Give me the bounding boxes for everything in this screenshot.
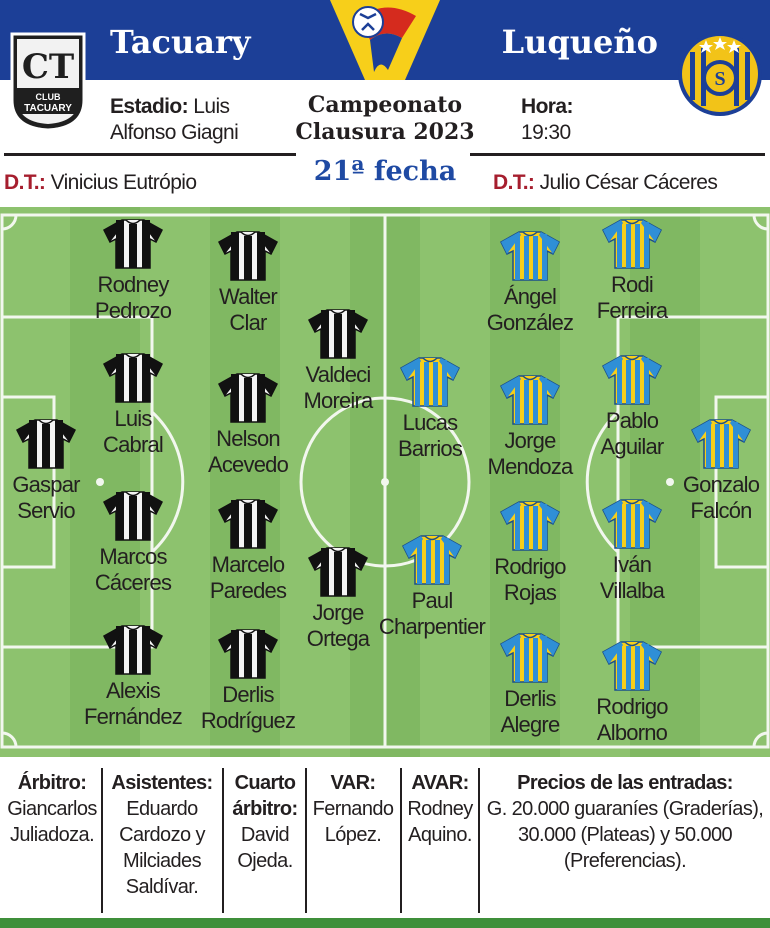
player-name-line: Ferreira [596, 298, 668, 323]
tacuary-shirt-icon [217, 230, 279, 282]
avar-label: AVAR: [411, 772, 469, 794]
player-name [547, 694, 717, 746]
round-label: 21ª fecha [313, 156, 457, 187]
tacuary-shirt-icon [102, 490, 164, 542]
var-block [308, 770, 398, 848]
player-name-line: Valdeci [305, 362, 371, 387]
player-name-line: Derlis [504, 686, 556, 711]
player-name-line: Marcos [99, 544, 167, 569]
player-name-line: Falcón [690, 498, 752, 523]
player-name-line: Servio [17, 498, 75, 523]
player-name-line: Rojas [503, 580, 557, 605]
var-line-1: Fernando [312, 798, 394, 820]
assistants-line-4: Saldívar. [125, 876, 199, 898]
luqueno-shirt-icon [601, 218, 663, 270]
separator [222, 768, 224, 913]
separator [478, 768, 480, 913]
tacuary-shirt-icon [102, 624, 164, 676]
assistants-line-1: Eduardo [126, 798, 198, 820]
stadium-label: Estadio: [110, 95, 189, 118]
player-name-line: Alborno [596, 720, 668, 745]
away-player [547, 640, 717, 746]
assistants-line-2: Cardozo y [119, 824, 205, 846]
separator [101, 768, 103, 913]
home-coach-name: Vinicius Eutrópio [50, 171, 197, 194]
luqueno-crest-icon [676, 30, 764, 118]
fourth-label-1: Cuarto [234, 772, 296, 794]
player-name-line: Rodi [610, 272, 654, 297]
away-coach-label: D.T.: [493, 171, 535, 194]
tacuary-shirt-icon [217, 628, 279, 680]
stadium-value-1: Luis [193, 95, 230, 118]
player-name-line: Gonzalo [682, 472, 760, 497]
tacuary-crest-icon [6, 30, 90, 132]
player-name [163, 426, 333, 478]
player-name-line: Cabral [102, 432, 163, 457]
player-name-line: Derlis [222, 682, 274, 707]
player-name-line: Clar [229, 310, 267, 335]
luqueno-shirt-icon [601, 354, 663, 406]
league-logo-icon [330, 0, 440, 80]
svg-text:S: S [714, 68, 726, 90]
prices-line-2: 30.000 (Plateas) y 50.000 [517, 824, 733, 846]
referee-line-2: Juliadoza. [9, 824, 95, 846]
tacuary-shirt-icon [102, 352, 164, 404]
tacuary-shirt-icon [102, 218, 164, 270]
player-name-line: Pablo [605, 408, 659, 433]
player-name-line: Paredes [209, 578, 287, 603]
player-name [547, 552, 717, 604]
player-name-line: Walter [219, 284, 277, 309]
player-name-line: Rodrigo [596, 694, 668, 719]
luqueno-shirt-icon [401, 534, 463, 586]
player-name-line: Gaspar [12, 472, 80, 497]
player-name-line: Acevedo [207, 452, 288, 477]
fourth-label-2: árbitro: [232, 798, 298, 820]
player-name-line: Ortega [306, 626, 370, 651]
away-player [547, 498, 717, 604]
player-name-line: Lucas [402, 410, 458, 435]
time-info [521, 94, 641, 146]
player-name-line: Mendoza [487, 454, 573, 479]
tacuary-shirt-icon [217, 498, 279, 550]
assistants-block [104, 770, 220, 900]
luqueno-shirt-icon [601, 498, 663, 550]
player-name-line: Jorge [504, 428, 556, 453]
assistants-line-3: Milciades [123, 850, 201, 872]
footer-bar [0, 918, 770, 928]
player-name-line: Alegre [500, 712, 560, 737]
home-player [163, 372, 333, 478]
player-name-line: Marcelo [211, 552, 285, 577]
time-label: Hora: [521, 95, 573, 118]
player-name-line: Iván [612, 552, 652, 577]
prices-label: Precios de las entradas: [517, 772, 733, 794]
var-line-2: López. [324, 824, 382, 846]
player-name-line: Villalba [599, 578, 665, 603]
competition-title [280, 92, 490, 146]
away-coach [493, 170, 717, 196]
divider-left [4, 153, 296, 156]
player-name-line: Jorge [312, 600, 364, 625]
prices-line-3: (Preferencias). [563, 850, 687, 872]
player-name-line: Rodríguez [200, 708, 296, 733]
player-name-line: Nelson [216, 426, 280, 451]
stadium-value-2: Alfonso Giagni [110, 121, 239, 144]
referee-label: Árbitro: [17, 772, 87, 794]
player-name-line: Moreira [303, 388, 373, 413]
player-name-line: Pedrozo [94, 298, 172, 323]
home-coach-label: D.T.: [4, 171, 46, 194]
avar-line-1: Rodney [407, 798, 473, 820]
crest-text-club: CLUB [35, 92, 61, 102]
var-label: VAR: [330, 772, 376, 794]
player-name-line: Ángel [503, 284, 557, 309]
fourth-official-block [225, 770, 305, 874]
time-value: 19:30 [521, 121, 571, 144]
home-player [163, 628, 333, 734]
player-name [547, 272, 717, 324]
player-name-line: González [486, 310, 574, 335]
player-name-line: Rodney [97, 272, 169, 297]
player-name-line: Luis [114, 406, 152, 431]
prices-line-1: G. 20.000 guaraníes (Graderías), [486, 798, 764, 820]
away-coach-name: Julio César Cáceres [539, 171, 718, 194]
tacuary-shirt-icon [307, 308, 369, 360]
stadium-info [110, 94, 280, 146]
competition-line-2: Clausura 2023 [295, 119, 475, 145]
home-team-name: Tacuary [110, 23, 251, 61]
referee-block [2, 770, 102, 848]
home-coach [4, 170, 196, 196]
luqueno-shirt-icon [601, 640, 663, 692]
away-player [347, 534, 517, 640]
player-name-line: Alexis [106, 678, 160, 703]
player-name [163, 682, 333, 734]
separator [305, 768, 307, 913]
player-name-line: Paul [411, 588, 453, 613]
away-player [547, 218, 717, 324]
crest-text-name: TACUARY [24, 103, 72, 114]
luqueno-shirt-icon [690, 418, 752, 470]
divider-right [470, 153, 765, 156]
competition-line-1: Campeonato [307, 92, 463, 118]
player-name-line: Fernández [84, 704, 182, 729]
player-name-line: Cáceres [94, 570, 172, 595]
player-name-line: Aguilar [600, 434, 664, 459]
tacuary-shirt-icon [15, 418, 77, 470]
fourth-line-1: David [240, 824, 290, 846]
separator [400, 768, 402, 913]
fourth-line-2: Ojeda. [237, 850, 293, 872]
player-name-line: Charpentier [378, 614, 486, 639]
prices-block [482, 770, 768, 874]
player-name-line: Rodrigo [494, 554, 566, 579]
crest-monogram: CT [21, 47, 75, 87]
assistants-label: Asistentes: [111, 772, 213, 794]
avar-line-2: Aquino. [408, 824, 472, 846]
avar-block [403, 770, 477, 848]
player-name-line: Barrios [397, 436, 463, 461]
away-team-name: Luqueño [501, 23, 658, 61]
tacuary-shirt-icon [217, 372, 279, 424]
referee-line-1: Giancarlos [7, 798, 97, 820]
